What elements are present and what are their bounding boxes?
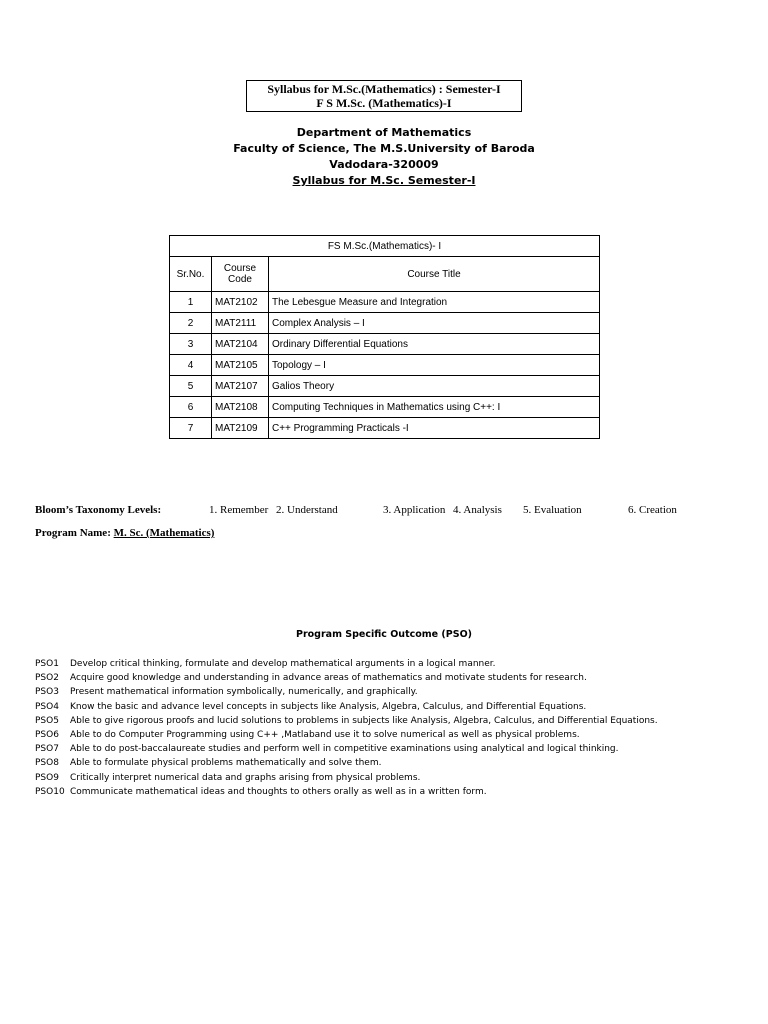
bloom-level: 5. Evaluation: [523, 504, 582, 516]
list-item: [35, 714, 755, 728]
cell-code: MAT2104: [212, 334, 269, 355]
bloom-level: 6. Creation: [628, 504, 677, 516]
table-row: [170, 313, 600, 334]
bloom-level: 4. Analysis: [453, 504, 502, 516]
pso-text: Present mathematical information symbolically, numerically, and graphically.: [70, 687, 418, 698]
faculty-name: Faculty of Science, The M.S.University of Baroda: [233, 142, 535, 155]
pso-code: PSO4: [35, 701, 59, 712]
cell-title: Computing Techniques in Mathematics using C++: I: [269, 397, 600, 418]
pso-code: PSO1: [35, 659, 59, 669]
cell-code: MAT2102: [212, 292, 269, 313]
cell-code: MAT2111: [212, 313, 269, 334]
cell-code: MAT2108: [212, 397, 269, 418]
header-sr-no: Sr.No.: [170, 257, 212, 292]
list-item: [35, 657, 755, 671]
cell-title: Complex Analysis – I: [269, 313, 600, 334]
pso-code: PSO6: [35, 729, 59, 740]
bloom-level: 2. Understand: [276, 504, 338, 516]
syllabus-title-box: [246, 80, 522, 112]
bloom-taxonomy-line: [0, 503, 768, 517]
list-item: [35, 771, 755, 785]
pso-code: PSO2: [35, 673, 59, 684]
pso-heading: Program Specific Outcome (PSO): [296, 629, 472, 640]
cell-sr: 7: [170, 418, 212, 439]
list-item: [35, 728, 755, 742]
table-row: [170, 376, 600, 397]
table-caption-row: [170, 236, 600, 257]
program-name-line: [35, 527, 214, 539]
syllabus-title-line1: Syllabus for M.Sc.(Mathematics) : Semester-I: [267, 82, 501, 96]
table-row: [170, 355, 600, 376]
cell-title: Ordinary Differential Equations: [269, 334, 600, 355]
pso-text: Able to do post-baccalaureate studies and perform well in competitive examinations using analytical and logical thinking.: [70, 744, 619, 755]
header-course-code-line1: Course: [223, 263, 257, 274]
list-item: [35, 685, 755, 699]
list-item: [35, 742, 755, 756]
course-table: [169, 235, 600, 439]
cell-code: MAT2105: [212, 355, 269, 376]
pso-text: Able to formulate physical problems mathematically and solve them.: [70, 758, 382, 769]
pso-list: [35, 657, 755, 799]
pso-text: Know the basic and advance level concepts in subjects like Analysis, Algebra, Calculus, and Differential Equations.: [70, 701, 587, 712]
cell-sr: 1: [170, 292, 212, 313]
cell-title: C++ Programming Practicals -I: [269, 418, 600, 439]
list-item: [35, 700, 755, 714]
bloom-level: 1. Remember: [209, 504, 269, 516]
cell-code: MAT2107: [212, 376, 269, 397]
table-row: [170, 334, 600, 355]
pso-code: PSO3: [35, 687, 59, 698]
pso-text: Develop critical thinking, formulate and develop mathematical arguments in a logical manner.: [70, 659, 496, 669]
pso-code: PSO5: [35, 715, 59, 726]
bloom-label: Bloom’s Taxonomy Levels:: [35, 504, 162, 516]
table-row: [170, 418, 600, 439]
bloom-level: 3. Application: [383, 504, 446, 516]
header-course-code: [212, 257, 269, 292]
pso-text: Acquire good knowledge and understanding in advance areas of mathematics and motivate students for research.: [70, 673, 587, 684]
list-item: [35, 785, 755, 799]
cell-title: The Lebesgue Measure and Integration: [269, 292, 600, 313]
cell-title: Galios Theory: [269, 376, 600, 397]
pso-text: Able to give rigorous proofs and lucid solutions to problems in subjects like Analysis, Algebra, Calculus, and Differential Equations.: [70, 715, 658, 726]
header-course-title: Course Title: [269, 257, 600, 292]
list-item: [35, 756, 755, 770]
pso-text: Able to do Computer Programming using C++ ,Matlaband use it to solve numerical as well as physical problems.: [70, 729, 580, 740]
syllabus-title-line2: F S M.Sc. (Mathematics)-I: [316, 96, 452, 110]
list-item: [35, 671, 755, 685]
pso-code: PSO8: [35, 758, 59, 769]
table-caption: FS M.Sc.(Mathematics)- I: [170, 236, 600, 257]
pso-text: Critically interpret numerical data and graphs arising from physical problems.: [70, 772, 421, 783]
department-block: [0, 125, 768, 189]
cell-sr: 4: [170, 355, 212, 376]
pso-code: PSO9: [35, 772, 59, 783]
cell-sr: 3: [170, 334, 212, 355]
department-name: Department of Mathematics: [296, 126, 472, 139]
table-row: [170, 292, 600, 313]
program-value: M. Sc. (Mathematics): [113, 527, 215, 539]
cell-sr: 6: [170, 397, 212, 418]
pso-text: Communicate mathematical ideas and thoughts to others orally as well as in a written form.: [70, 786, 487, 797]
pso-code: PSO10: [35, 786, 65, 797]
cell-sr: 5: [170, 376, 212, 397]
city-pin: Vadodara-320009: [329, 158, 439, 171]
table-header-row: [170, 257, 600, 292]
cell-title: Topology – I: [269, 355, 600, 376]
cell-code: MAT2109: [212, 418, 269, 439]
pso-code: PSO7: [35, 744, 59, 755]
program-label: Program Name:: [35, 527, 111, 539]
header-course-code-line2: Code: [228, 274, 252, 285]
syllabus-subtitle: Syllabus for M.Sc. Semester-I: [292, 174, 476, 187]
table-row: [170, 397, 600, 418]
cell-sr: 2: [170, 313, 212, 334]
